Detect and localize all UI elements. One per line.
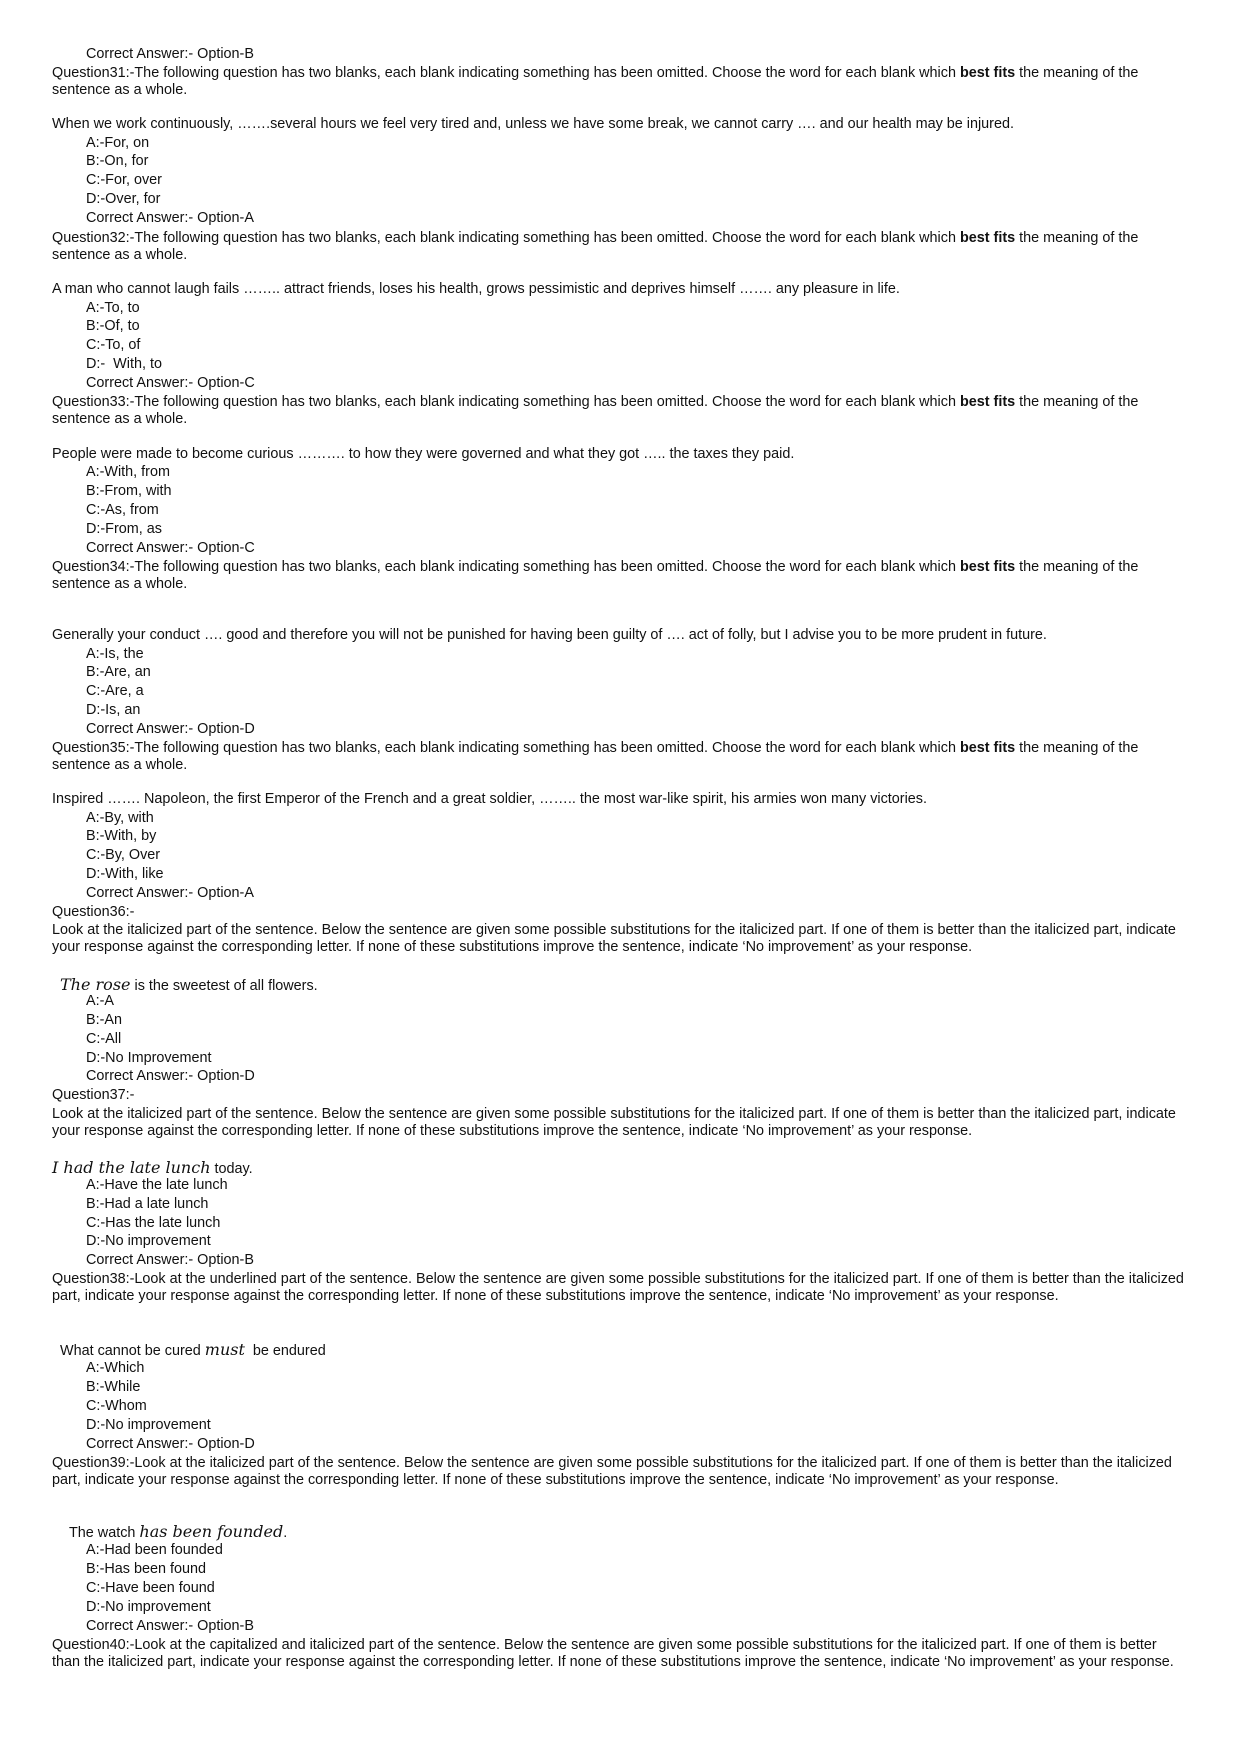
option: A:-A [86,993,114,1009]
option: B:-On, for [86,153,149,169]
question-31-text: Question31:-The following question has two blanks, each blank indicating something has been omitted. Choose the word for each blank which best fits the meaning of the sentence as a whole. [52,65,1139,98]
option: C:-Has the late lunch [86,1215,221,1231]
option: C:-Are, a [86,683,144,699]
correct-answer: Correct Answer:- Option-B [86,46,254,62]
correct-answer: Correct Answer:- Option-D [86,1068,255,1084]
italicized-part: The rose [60,975,131,994]
option: B:-While [86,1379,141,1395]
option: B:-Of, to [86,318,140,334]
correct-answer: Correct Answer:- Option-B [86,1252,254,1268]
option: A:-For, on [86,135,150,151]
option: A:-By, with [86,810,154,826]
question-sentence: Inspired ……. Napoleon, the first Emperor of the French and a great soldier, …….. the most war-like spirit, his armies won many victories. [52,791,927,807]
question-32-text: Question32:-The following question has two blanks, each blank indicating something has been omitted. Choose the word for each blank which best fits the meaning of the sentence as a whole. [52,230,1139,263]
option: D:-Over, for [86,191,161,207]
question-34-text: Question34:-The following question has two blanks, each blank indicating something has been omitted. Choose the word for each blank which best fits the meaning of the sentence as a whole. [52,559,1139,592]
option: C:-By, Over [86,847,161,863]
option: C:-As, from [86,502,159,518]
question-sentence: A man who cannot laugh fails …….. attract friends, loses his health, grows pessimistic and deprives himself ……. any pleasure in life. [52,281,900,297]
option: D:- With, to [86,356,162,372]
option: D:-From, as [86,521,162,537]
option: D:-No Improvement [86,1050,212,1066]
option: C:-For, over [86,172,162,188]
question-sentence: When we work continuously, …….several hours we feel very tired and, unless we have some break, we cannot carry …. and our health may be injured. [52,116,1014,132]
option: A:-To, to [86,300,140,316]
correct-answer: Correct Answer:- Option-C [86,540,255,556]
italicized-part: I had the late lunch [52,1158,211,1177]
question-37-text: Look at the italicized part of the sentence. Below the sentence are given some possible substitutions for the italicized part. If one of them is better than the italicized part, indicate your response against the corresponding letter. If none of these substitutions improve the sentence, indicate ‘No improvement’ as your response. [52,1106,1176,1139]
option: A:-Is, the [86,646,144,662]
italicized-part: has been founded [139,1522,284,1541]
correct-answer: Correct Answer:- Option-D [86,721,255,737]
question-sentence: What cannot be cured must be endured [60,1340,326,1359]
question-sentence: People were made to become curious ………. to how they were governed and what they got ….. the taxes they paid. [52,446,795,462]
option: A:-Had been founded [86,1542,223,1558]
option: C:-Have been found [86,1580,215,1596]
option: B:-Has been found [86,1561,207,1577]
option: C:-Whom [86,1398,147,1414]
correct-answer: Correct Answer:- Option-D [86,1436,255,1452]
option: D:-Is, an [86,702,141,718]
correct-answer: Correct Answer:- Option-B [86,1618,254,1634]
question-36-label: Question36:- [52,904,135,920]
option: A:-With, from [86,464,170,480]
question-33-text: Question33:-The following question has two blanks, each blank indicating something has been omitted. Choose the word for each blank which best fits the meaning of the sentence as a whole. [52,394,1139,427]
question-sentence: The rose is the sweetest of all flowers. [60,975,318,994]
option: A:-Have the late lunch [86,1177,228,1193]
option: C:-All [86,1031,122,1047]
option: D:-No improvement [86,1417,211,1433]
option: A:-Which [86,1360,145,1376]
correct-answer: Correct Answer:- Option-C [86,375,255,391]
question-35-text: Question35:-The following question has two blanks, each blank indicating something has been omitted. Choose the word for each blank which best fits the meaning of the sentence as a whole. [52,740,1139,773]
question-38-text: Question38:-Look at the underlined part of the sentence. Below the sentence are given some possible substitutions for the italicized part. If one of them is better than the italicized part, indicate your response against the corresponding letter. If none of these substitutions improve the sentence, indicate ‘No improvement’ as your response. [52,1271,1184,1304]
question-sentence: Generally your conduct …. good and therefore you will not be punished for having been guilty of …. act of folly, but I advise you to be more prudent in future. [52,627,1047,643]
question-sentence: The watch has been founded. [69,1522,288,1541]
question-39-text: Question39:-Look at the italicized part of the sentence. Below the sentence are given some possible substitutions for the italicized part. If one of them is better than the italicized part, indicate your response against the corresponding letter. If none of these substitutions improve the sentence, indicate ‘No improvement’ as your response. [52,1455,1172,1488]
question-36-text: Look at the italicized part of the sentence. Below the sentence are given some possible substitutions for the italicized part. If one of them is better than the italicized part, indicate your response against the corresponding letter. If none of these substitutions improve the sentence, indicate ‘No improvement’ as your response. [52,922,1176,955]
option: D:-No improvement [86,1599,211,1615]
option: B:-Had a late lunch [86,1196,209,1212]
option: D:-With, like [86,866,164,882]
option: B:-Are, an [86,664,151,680]
option: B:-With, by [86,828,157,844]
question-sentence: I had the late lunch today. [52,1158,253,1177]
italicized-part: must [204,1340,245,1359]
correct-answer: Correct Answer:- Option-A [86,210,254,226]
question-37-label: Question37:- [52,1087,135,1103]
option: B:-From, with [86,483,172,499]
question-40-text: Question40:-Look at the capitalized and italicized part of the sentence. Below the sentence are given some possible substitutions for the italicized part. If one of them is better than the italicized part, indicate your response against the corresponding letter. If none of these substitutions improve the sentence, indicate ‘No improvement’ as your response. [52,1637,1174,1670]
correct-answer: Correct Answer:- Option-A [86,885,254,901]
option: B:-An [86,1012,122,1028]
option: C:-To, of [86,337,141,353]
option: D:-No improvement [86,1233,211,1249]
